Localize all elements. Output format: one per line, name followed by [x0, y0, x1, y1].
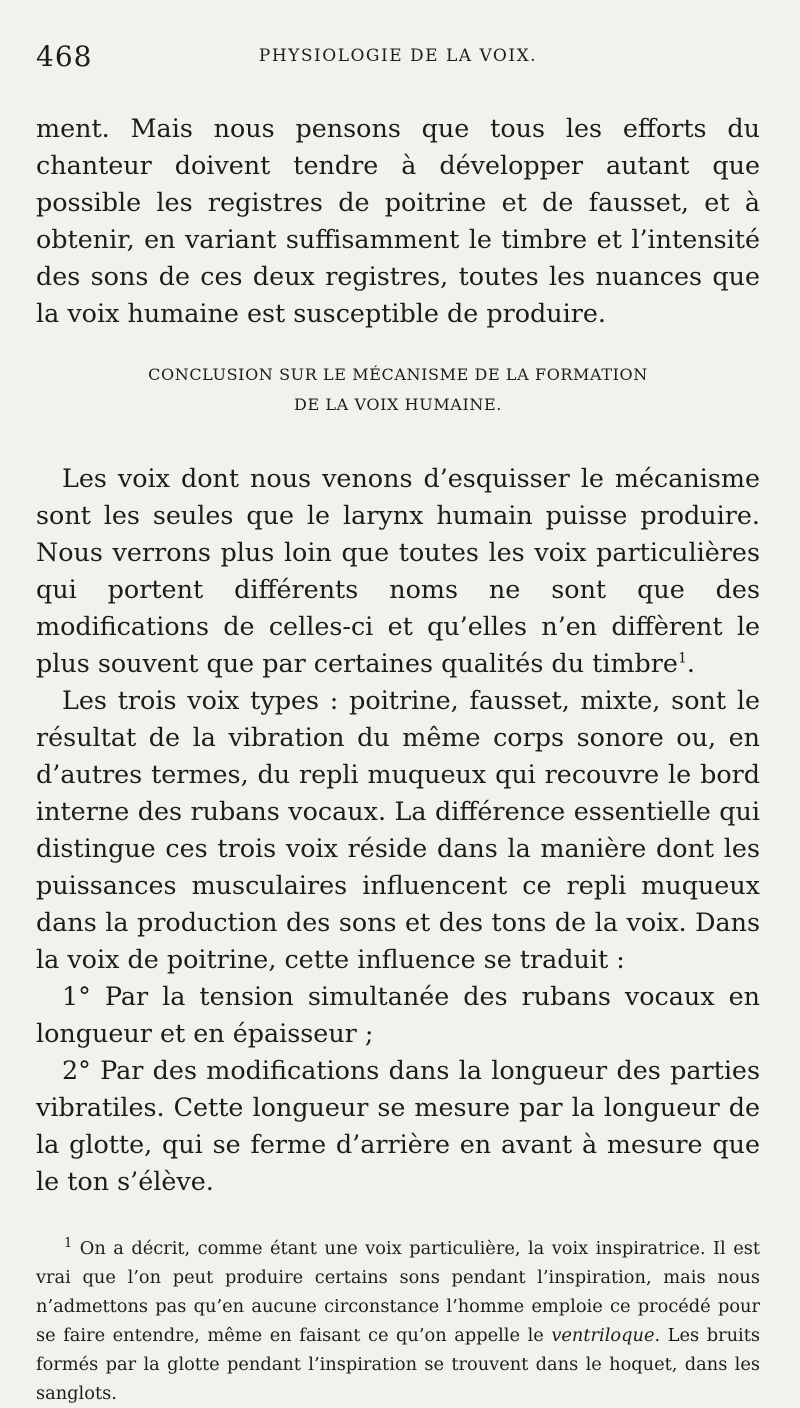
- paragraph-1-text: Les voix dont nous venons d’esquisser le mécanisme sont les seules que le larynx humain puisse produire. Nous verrons plus loin que toutes les voix particulières qui portent différents noms ne sont que des modifications de celles-ci et qu’elles n’en diffèrent le plus souvent que par certaines qualités du timbre: [36, 463, 760, 678]
- footnote-text-start: On a décrit, comme étant une voix particulière, la voix inspiratrice. Il est vrai que l’on peut produire certains sons pendant l’inspiration, mais nous n’admettons pas qu’en aucune circonstance l’homme emploie ce procédé pour se faire entendre, même en faisant ce qu’on appelle le: [36, 1238, 761, 1346]
- footnotes: [36, 1234, 760, 1408]
- running-head: [36, 30, 760, 74]
- page-number: 468: [36, 40, 93, 73]
- footnote-reference: 1: [677, 650, 687, 667]
- running-title: PHYSIOLOGIE DE LA VOIX.: [258, 46, 538, 66]
- body-text: [36, 110, 760, 1200]
- footnote-italic-term: ventriloque: [551, 1325, 655, 1346]
- section-heading: [36, 360, 760, 420]
- list-item-1: 1° Par la tension simultanée des rubans vocaux en longueur et en épaisseur ;: [36, 981, 760, 1048]
- list-item-2: 2° Par des modifications dans la longueur des parties vibratiles. Cette longueur se mesure par la longueur de la glotte, qui se ferme d’arrière en avant à mesure que le ton s’élève.: [36, 1055, 760, 1196]
- footnote-marker: 1: [64, 1236, 73, 1252]
- section-heading-line-1: CONCLUSION SUR LE MÉCANISME DE LA FORMATION: [148, 365, 648, 384]
- paragraph-1-end: .: [686, 648, 695, 678]
- paragraph-2: Les trois voix types : poitrine, fausset, mixte, sont le résultat de la vibration du même corps sonore ou, en d’autres termes, du repli muqueux qui recouvre le bord interne des rubans vocaux. La différence essentielle qui distingue ces trois voix réside dans la manière dont les puissances musculaires influencent ce repli muqueux dans la production des sons et des tons de la voix. Dans la voix de poitrine, cette influence se traduit :: [36, 685, 760, 974]
- footnote-text-end: . Les bruits formés par la glotte pendant l’inspiration se trouvent dans le hoquet, dans les sanglots.: [36, 1325, 760, 1404]
- footnote-1: [36, 1234, 760, 1408]
- paragraph-1: [36, 460, 760, 682]
- intro-paragraph: ment. Mais nous pensons que tous les efforts du chanteur doivent tendre à développer autant que possible les registres de poitrine et de fausset, et à obtenir, en variant suffisamment le timbre et l’intensité des sons de ces deux registres, toutes les nuances que la voix humaine est susceptible de produire.: [36, 113, 760, 328]
- section-heading-line-2: DE LA VOIX HUMAINE.: [294, 395, 502, 414]
